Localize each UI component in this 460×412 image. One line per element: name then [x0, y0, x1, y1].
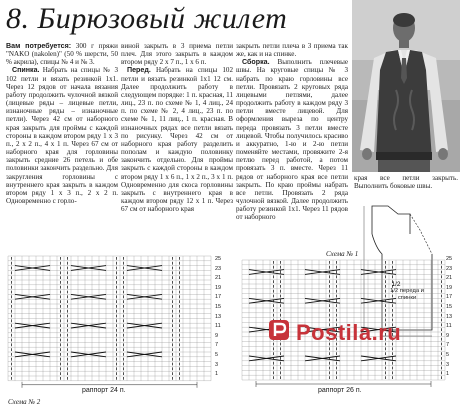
row-number: 15 — [215, 303, 222, 310]
chart-scheme-2-repeat: раппорт 24 п. — [82, 387, 126, 394]
front-text: Набрать на спицы 102 петли и вязать резинкой 1х1 12 см. Далее продолжить работу в следующем порядке: 1 п. красная, 11 лиц., 23 п. по схеме № 1, 4 лиц., 24 п. по схеме № 2, 4 лиц., 23 п. по схеме № 1, 11 лиц., 1 п. красная. В изнаночных рядах все петли вязать по рисунку. Через 42 см от наборного края работу разделить пополам и каждую половинку закончить отдельно. Для проймы закрыть с каждой стороны в каждом втором ряду 1 х 6 п., 1 х 2 п., 3 х 1 п. Одновременно для скоса горловины закрыть с внутреннего края в каждом втором ряду 12 х 1 п. Через 67 см от наборного края — [121, 66, 233, 214]
assembly-label: Сборка. — [242, 58, 270, 67]
row-number: 9 — [446, 332, 450, 339]
front-label: Перед. — [127, 66, 151, 75]
chart-scheme-1-row-numbers — [446, 256, 452, 381]
schema-label-fraction: 1/2 — [391, 281, 401, 288]
text-column-3 — [236, 42, 348, 248]
materials-label: Вам потребуется: — [6, 42, 72, 50]
row-number: 21 — [446, 275, 453, 282]
back-continued-text: виной закрыть в 3 приема петли плеч. Для этого закрыть в каждом втором ряду 2 х 7 п., 1 х 6 п. — [121, 42, 233, 67]
row-number: 19 — [215, 284, 222, 291]
row-number: 9 — [215, 332, 219, 339]
row-number: 23 — [446, 265, 453, 272]
row-number: 7 — [215, 342, 219, 349]
assembly-text: Выполнить плечевые швы. На круговые спицы № 3 набрать по краю горловины все петли. Провязать 2 круговых ряда лицевыми петлями, далее продолжить работу в каждом ряду 3 петли вместе лицевой. Для оформления выреза по центру переда провязать 3 петли вместе лицевой. Чтобы получилось красиво и аккуратно, 1-ю и 2-ю петли поменяйте местами, провяжите 2-я петлю перед работой, а потом провязать 3 п. вместе. Через 11 рядов от наборного края все петли закрыть. По краю проймы набрать все петли. Провязать 2 ряда чулочной вязкой. Далее продолжить работу резинкой 1х1. Через 11 рядов от наборного — [236, 58, 348, 222]
row-number: 1 — [446, 371, 450, 378]
text-column-4 — [354, 174, 458, 198]
chart-scheme-2-grid — [8, 256, 211, 388]
row-number: 23 — [215, 265, 222, 272]
assembly-end-text: края все петли закрыть. Выполнить боковые швы. — [354, 174, 458, 191]
row-number: 1 — [215, 371, 219, 378]
text-column-1 — [6, 42, 118, 248]
chart-scheme-1-repeat: раппорт 26 п. — [318, 387, 362, 394]
materials-text: 300 г пряжи "NAKO (nakolen)" (50 % шерсти, 50 % акрила), спицы № 4 и № 3. — [6, 42, 118, 67]
row-number: 3 — [215, 361, 219, 368]
row-number: 11 — [215, 323, 221, 330]
model-photo — [352, 0, 460, 172]
row-number: 17 — [215, 294, 222, 301]
row-number: 13 — [446, 313, 453, 320]
row-number: 3 — [446, 361, 450, 368]
row-number: 21 — [215, 275, 222, 282]
text-column-2 — [121, 42, 233, 248]
row-number: 5 — [215, 351, 219, 358]
row-number: 13 — [215, 313, 222, 320]
row-number: 25 — [446, 256, 453, 262]
row-number: 19 — [446, 284, 453, 291]
chart-scheme-2-row-numbers — [215, 256, 221, 381]
row-number: 7 — [446, 342, 450, 349]
back-label: Спинка. — [12, 66, 40, 75]
chart-scheme-1-label: Схема № 1 — [326, 250, 359, 258]
row-number: 17 — [446, 294, 453, 301]
chart-scheme-2-label: Схема № 2 — [8, 398, 41, 406]
back-text: Набрать на спицы № 3 102 петли и вязать резинкой 1х1. Через 12 рядов от начала вязания работу продолжить чулочной вязкой (лицевые ряды – лицевые петли, изнаночные ряды – изнаночные петли). Через 42 см от наборного края закрыть для проймы с каждой стороны в каждом втором ряду 1 х 3 п., 2 х 2 п., 4 х 1 п. Через 67 см от наборного края для горловины закрыть средние 26 петель и обе половинки закончить раздельно. Для закругления горловины с внутреннего края закрыть в каждом втором ряду 1 х 3 п., 2 х 2 п. Одновременно с горло- — [6, 66, 118, 205]
schema-label: 1/2 переда и спинки — [390, 288, 424, 301]
row-number: 15 — [446, 303, 453, 310]
row-number: 5 — [446, 351, 450, 358]
front-continued-text: закрыть петли плеча в 3 приема так же, как и на спинке. — [236, 42, 348, 59]
postila-logo-icon — [267, 318, 291, 342]
page-title: 8. Бирюзовый жилет — [6, 2, 288, 35]
chart-scheme-2 — [4, 250, 230, 407]
row-number: 11 — [446, 323, 452, 330]
watermark: Postila.ru — [296, 320, 402, 345]
row-number: 25 — [215, 256, 222, 262]
